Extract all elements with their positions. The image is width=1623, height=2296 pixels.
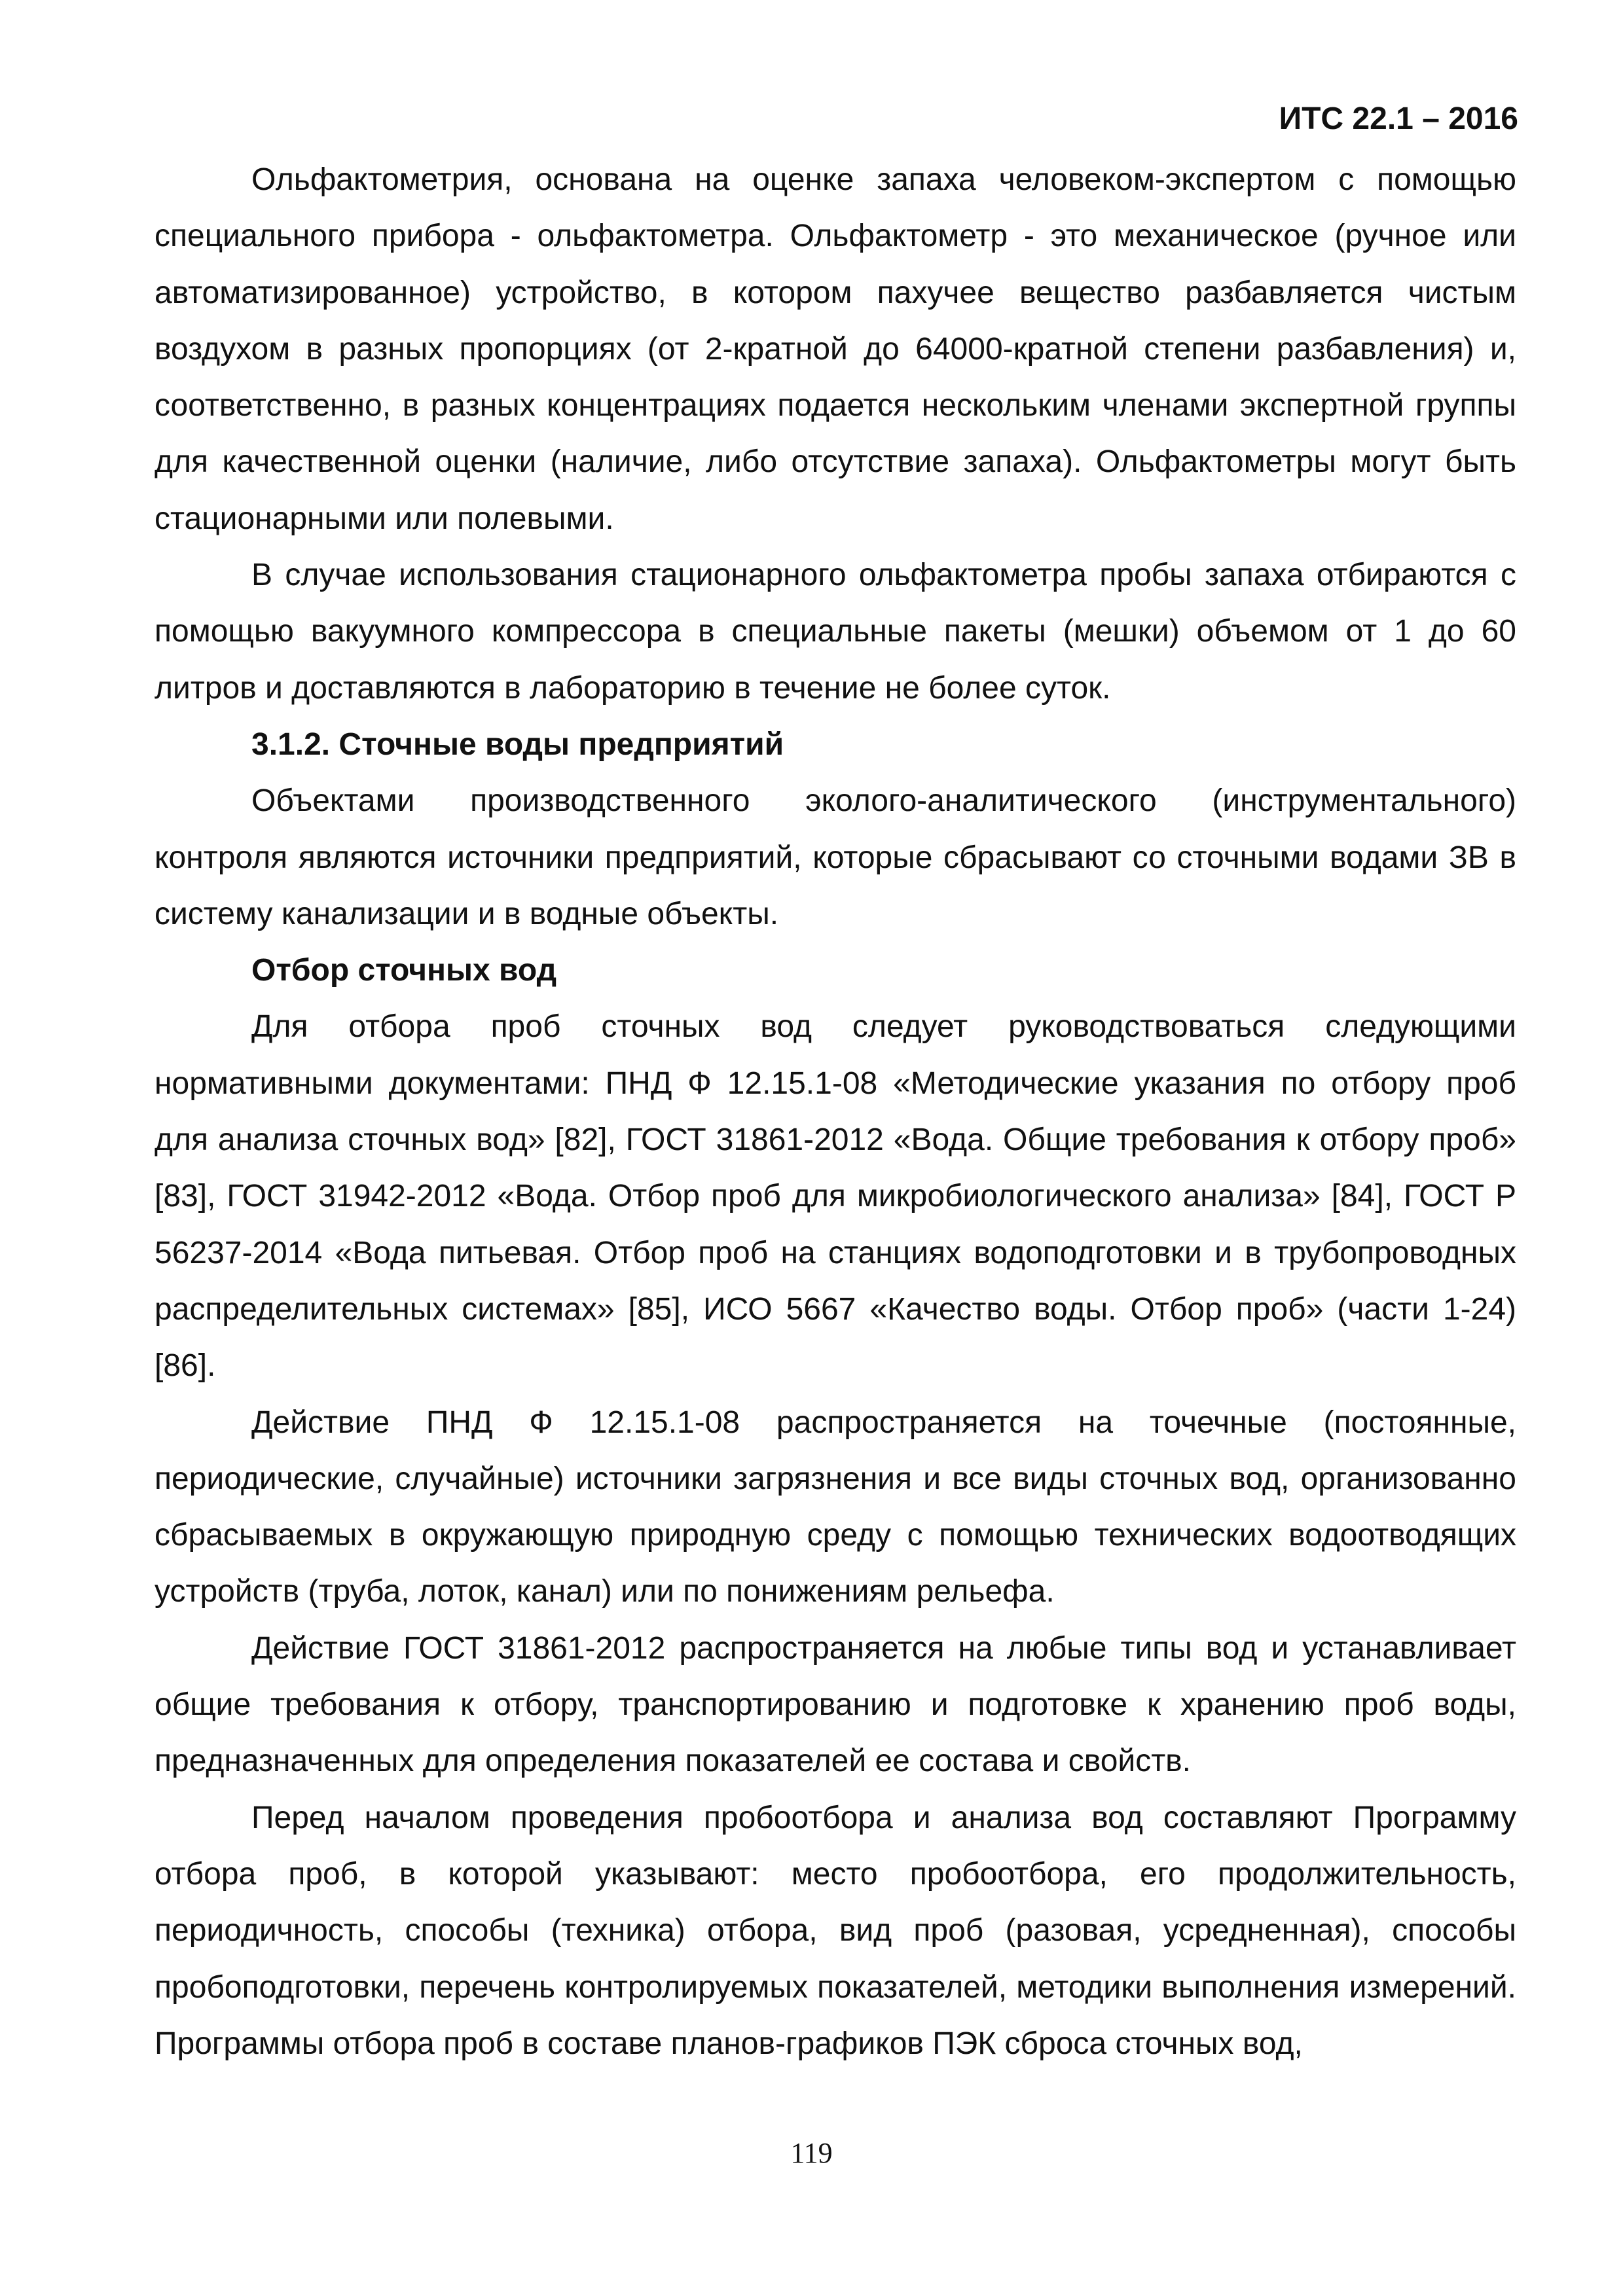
paragraph-sampling-program: Перед началом проведения пробоотбора и анализа вод составляют Программу отбора проб, в которой указывают: место пробоотбора, его продолжительность, периодичность, способы (техника) отбора, вид проб (разовая, усредненная), способы пробоподготовки, перечень контролируемых показателей, методики выполнения измерений. Программы отбора проб в составе планов-графиков ПЭК сброса сточных вод, [155, 1800, 1516, 2061]
document-code-header: ИТС 22.1 – 2016 [1279, 101, 1518, 136]
paragraph-olfactometry: Ольфактометрия, основана на оценке запаха человеком-экспертом с помощью специального прибора - ольфактометра. Ольфактометр - это механическое (ручное или автоматизированное) устройство, в котором пахучее вещество разбавляется чистым воздухом в разных пропорциях (от 2-кратной до 64000-кратной степени разбавления) и, соответственно, в разных концентрациях подается нескольким членами экспертной группы для качественной оценки (наличие, либо отсутствие запаха). Ольфактометры могут быть стационарными или полевыми. [155, 162, 1516, 536]
section-heading-3-1-2: 3.1.2. Сточные воды предприятий [251, 726, 784, 762]
paragraph-pnd-scope: Действие ПНД Ф 12.15.1-08 распространяется на точечные (постоянные, периодические, случайные) источники загрязнения и все виды сточных вод, организованно сбрасываемых в окружающую природную среду с помощью технических водоотводящих устройств (труба, лоток, канал) или по понижениям рельефа. [155, 1405, 1516, 1609]
paragraph-normative-documents: Для отбора проб сточных вод следует руководствоваться следующими нормативными документами: ПНД Ф 12.15.1-08 «Методические указания по отбору проб для анализа сточных вод» [82], ГОСТ 31861-2012 «Вода. Общие требования к отбору проб» [83], ГОСТ 31942-2012 «Вода. Отбор проб для микробиологического анализа» [84], ГОСТ Р 56237-2014 «Вода питьевая. Отбор проб на станциях водоподготовки и в трубопроводных распределительных системах» [85], ИСО 5667 «Качество воды. Отбор проб» (части 1-24) [86]. [155, 1009, 1516, 1384]
page-number: 119 [790, 2137, 833, 2169]
paragraph-stationary-olfactometer: В случае использования стационарного ольфактометра пробы запаха отбираются с помощью вакуумного компрессора в специальные пакеты (мешки) объемом от 1 до 60 литров и доставляются в лабораторию в течение не более суток. [155, 558, 1516, 706]
paragraph-gost-scope: Действие ГОСТ 31861-2012 распространяется на любые типы вод и устанавливает общие требования к отбору, транспортированию и подготовке к хранению проб воды, предназначенных для определения показателей ее состава и свойств. [155, 1630, 1516, 1779]
subheading-wastewater-sampling: Отбор сточных вод [251, 953, 557, 988]
page-body [155, 152, 1516, 2072]
paragraph-control-objects: Объектами производственного эколого-аналитического (инструментального) контроля являются источники предприятий, которые сбрасывают со сточными водами ЗВ в систему канализации и в водные объекты. [155, 783, 1516, 931]
